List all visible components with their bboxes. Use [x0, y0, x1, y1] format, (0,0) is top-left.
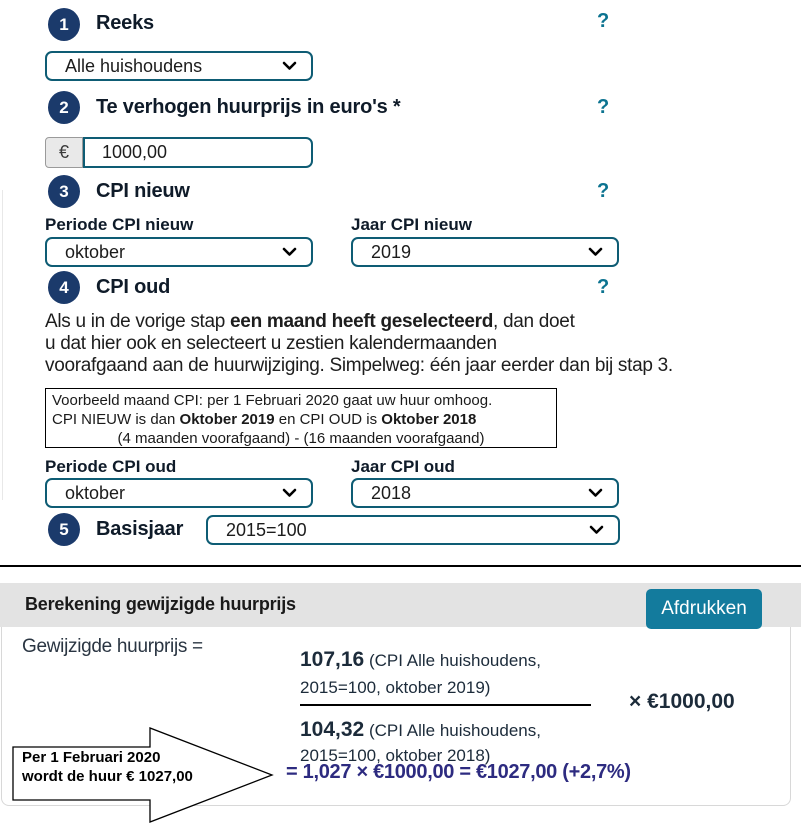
step-3-badge	[48, 175, 80, 208]
step-4-number: 4	[59, 277, 69, 297]
numerator-note: (CPI Alle huishoudens,	[364, 651, 541, 670]
example-text-bold: Oktober 2018	[381, 411, 477, 428]
step-1-number: 1	[59, 14, 69, 34]
chevron-down-icon	[282, 61, 297, 71]
step-2-title: Te verhogen huurprijs in euro's *	[96, 96, 401, 118]
step-5-number: 5	[59, 519, 69, 539]
jaar-cpi-nieuw-value: 2019	[371, 241, 412, 262]
jaar-cpi-oud-label: Jaar CPI oud	[351, 457, 455, 476]
note-text: , dan doet	[493, 311, 575, 332]
print-button[interactable]: Afdrukken	[646, 589, 762, 629]
chevron-down-icon	[588, 247, 603, 257]
step-1-title: Reeks	[96, 12, 154, 34]
basisjaar-value: 2015=100	[226, 519, 307, 540]
rent-input[interactable]	[83, 137, 313, 168]
example-box	[45, 388, 557, 448]
chevron-down-icon	[589, 525, 604, 535]
periode-cpi-oud-label: Periode CPI oud	[45, 457, 177, 476]
example-line-1: Voorbeeld maand CPI: per 1 Februari 2020 gaat uw huur omhoog.	[52, 392, 493, 409]
chevron-down-icon	[588, 488, 603, 498]
example-text: CPI NIEUW is dan	[52, 411, 180, 428]
periode-cpi-nieuw-label: Periode CPI nieuw	[45, 215, 194, 234]
step-4-title: CPI oud	[96, 276, 171, 298]
step-1-help-icon[interactable]: ?	[597, 10, 610, 32]
denominator-note: (CPI Alle huishoudens,	[364, 721, 541, 740]
step-1-badge	[48, 8, 80, 41]
section-divider	[0, 565, 801, 567]
result-label: Gewijzigde huurprijs =	[22, 636, 203, 657]
fraction-line	[300, 704, 591, 706]
result-equation: = 1,027 × €1000,00 = €1027,00 (+2,7%)	[286, 761, 631, 783]
jaar-cpi-nieuw-select[interactable]	[351, 237, 619, 267]
basisjaar-select[interactable]	[206, 515, 620, 545]
step-3-help-icon[interactable]: ?	[597, 180, 610, 202]
euro-prefix	[45, 137, 83, 168]
periode-cpi-nieuw-select[interactable]	[45, 237, 313, 267]
jaar-cpi-oud-value: 2018	[371, 482, 412, 503]
left-hairline	[2, 190, 3, 500]
periode-cpi-oud-select[interactable]	[45, 478, 313, 508]
note-text: Als u in de vorige stap	[45, 311, 231, 332]
arrow-note-line-1: Per 1 Februari 2020	[22, 749, 161, 766]
multiplier: × €1000,00	[629, 690, 735, 713]
fraction-denominator	[300, 718, 541, 742]
note-text-bold: een maand heeft geselecteerd	[230, 311, 494, 332]
chevron-down-icon	[282, 247, 297, 257]
denominator-value: 104,32	[300, 718, 365, 741]
step-3-title: CPI nieuw	[96, 180, 190, 202]
arrow-note-line-2: wordt de huur € 1027,00	[22, 768, 193, 785]
reeks-select-value: Alle huishoudens	[65, 55, 203, 76]
example-line-3: (4 maanden voorafgaand) - (16 maanden voorafgaand)	[117, 430, 485, 447]
step-4-note-line-3	[45, 355, 673, 377]
example-line-2	[52, 410, 550, 429]
euro-prefix-symbol: €	[58, 142, 69, 162]
example-text: en CPI OUD is	[274, 411, 382, 428]
step-5-badge	[48, 513, 80, 546]
reeks-select[interactable]	[45, 51, 313, 81]
chevron-down-icon	[282, 488, 297, 498]
step-4-note-line-2	[45, 333, 497, 355]
note-text: voorafgaand aan de huurwijziging. Simpelweg: één jaar eerder dan bij stap 3.	[45, 355, 673, 376]
note-text: u dat hier ook en selecteert u zestien kalendermaanden	[45, 333, 497, 354]
fraction-numerator-note-2: 2015=100, oktober 2019)	[300, 678, 491, 697]
jaar-cpi-nieuw-label: Jaar CPI nieuw	[351, 215, 472, 234]
numerator-value: 107,16	[300, 648, 365, 671]
step-4-note-line-1	[45, 311, 575, 333]
periode-cpi-oud-value: oktober	[65, 482, 126, 503]
jaar-cpi-oud-select[interactable]	[351, 478, 619, 508]
result-header-title: Berekening gewijzigde huurprijs	[25, 594, 296, 614]
arrow-note	[22, 748, 192, 786]
periode-cpi-nieuw-value: oktober	[65, 241, 126, 262]
step-2-help-icon[interactable]: ?	[597, 96, 610, 118]
example-text-bold: Oktober 2019	[179, 411, 275, 428]
step-3-number: 3	[59, 181, 69, 201]
step-5-title: Basisjaar	[96, 518, 184, 540]
fraction-numerator	[300, 648, 541, 672]
step-2-number: 2	[59, 97, 69, 117]
step-2-badge	[48, 91, 80, 124]
step-4-help-icon[interactable]: ?	[597, 276, 610, 298]
step-4-badge	[48, 271, 80, 304]
fraction-denominator-note-2: 2015=100, oktober 2018)	[300, 746, 491, 765]
